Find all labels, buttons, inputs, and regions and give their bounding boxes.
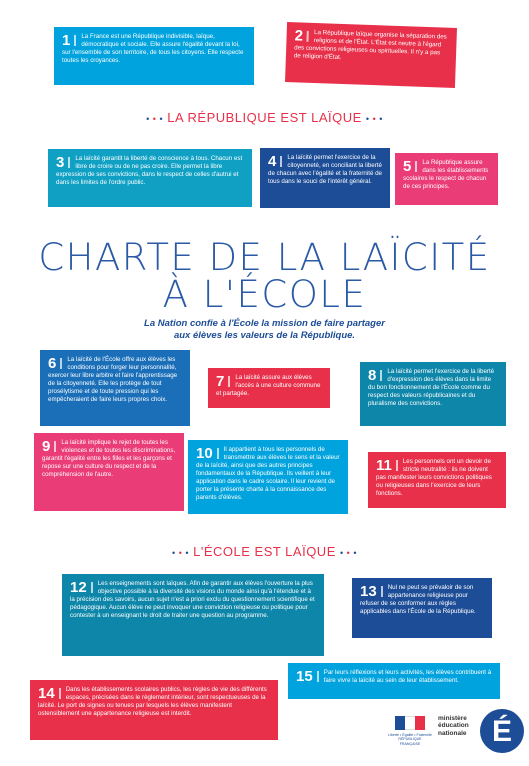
article-text: La laïcité permet l'exercice de la liberté d'expression des élèves dans la limite du bon fonctionnement de l'École comme du respect des valeurs républicaines et du pluralisme des convictions.	[368, 368, 495, 407]
article-11	[368, 452, 506, 508]
article-text: La République laïque organise la séparation des religions et de l'État. L'État est neutre à l'égard des convictions religieuses ou spirituelles. Il n'y a pas de religion d'État.	[293, 29, 447, 61]
article-number: 6	[48, 355, 57, 372]
number-divider	[228, 376, 230, 387]
page-title-line2: À L'ÉCOLE	[162, 273, 367, 316]
section-heading-ecole	[0, 544, 529, 559]
article-number: 4	[268, 153, 277, 170]
article-3	[48, 149, 252, 207]
article-13	[352, 578, 492, 638]
number-divider	[380, 370, 382, 381]
article-4	[260, 148, 390, 208]
article-9	[34, 433, 184, 511]
page-subtitle	[0, 318, 529, 343]
subtitle-line1: La Nation confie à l'École la mission de faire partager	[144, 318, 385, 329]
number-divider	[59, 688, 61, 699]
heading-dots-right: • • •	[340, 548, 357, 558]
number-divider	[217, 448, 219, 459]
logo-line-1: ministère	[438, 715, 467, 722]
article-5	[395, 153, 498, 205]
article-number: 1	[62, 32, 71, 49]
article-number: 13	[360, 583, 377, 600]
number-divider	[396, 460, 398, 471]
article-10	[188, 440, 348, 514]
number-divider	[60, 358, 62, 369]
article-text: Il appartient à tous les personnels de transmettre aux élèves le sens et la valeur de la laïcité, ainsi que des autres principes fondamentaux de la République. Ils veillent à leur application dans le cadre scolaire. Il leur revient de porter la présente charte à la connaissance des parents d'élèves.	[196, 446, 340, 501]
article-7	[208, 368, 330, 408]
article-1	[54, 27, 254, 85]
article-15	[288, 663, 500, 699]
marianne-logo	[388, 716, 432, 756]
article-number: 12	[70, 579, 87, 596]
number-divider	[317, 671, 319, 682]
logo-letter: É	[491, 715, 512, 748]
article-14	[30, 680, 278, 740]
ministere-logo	[436, 707, 526, 761]
number-divider	[381, 586, 383, 597]
republique-francaise-text: Liberté • Égalité • Fraternité RÉPUBLIQUE FRANÇAISE	[388, 733, 432, 746]
article-number: 9	[42, 438, 51, 455]
tricolor-flag-icon	[395, 716, 425, 730]
article-text: La laïcité garantit la liberté de conscience à tous. Chacun est libre de croire ou de ne pas croire. Elle permet la libre expression de ses convictions, dans le respect de celles d'autrui et dans les limites de l'ordre public.	[56, 155, 243, 186]
article-text: La laïcité assure aux élèves l'accès à une culture commune et partagée.	[216, 374, 321, 397]
section-title: LA RÉPUBLIQUE EST LAÏQUE	[167, 110, 362, 125]
number-divider	[307, 31, 309, 42]
number-divider	[91, 582, 93, 593]
article-2	[285, 22, 457, 88]
article-text: Nul ne peut se prévaloir de son appartenance religieuse pour refuser de se conformer aux règles applicables dans l'École de la République.	[360, 584, 476, 615]
article-number: 7	[216, 373, 225, 390]
heading-dots-left: • • •	[172, 548, 189, 558]
article-8	[360, 362, 506, 426]
ministere-text	[438, 715, 469, 737]
article-12	[62, 574, 324, 656]
number-divider	[280, 156, 282, 167]
section-heading-republique	[0, 110, 529, 125]
subtitle-line2: aux élèves les valeurs de la République.	[173, 330, 356, 342]
logo-line-3: nationale	[438, 729, 467, 737]
article-number: 14	[38, 685, 55, 702]
number-divider	[54, 441, 56, 452]
article-text: La France est une République indivisible, laïque, démocratique et sociale. Elle assure l'égalité devant la loi, sur l'ensemble de son territoire, de tous les citoyens. Elle respecte toutes les croyances.	[62, 33, 244, 64]
article-text: Les personnels ont un devoir de stricte neutralité : ils ne doivent pas manifester leurs convictions politiques ou religieuses dans l'exercice de leurs fonctions.	[376, 458, 492, 497]
article-number: 3	[56, 154, 65, 171]
heading-dots-left: • • •	[146, 114, 164, 124]
e-circle-icon	[480, 709, 524, 753]
article-number: 8	[368, 367, 377, 384]
section-title: L'ÉCOLE EST LAÏQUE	[193, 544, 336, 559]
number-divider	[415, 161, 417, 172]
number-divider	[68, 157, 70, 168]
article-text: La laïcité permet l'exercice de la citoyenneté, en conciliant la liberté de chacun avec l'égalité et la fraternité de tous dans le souci de l'intérêt général.	[268, 154, 383, 185]
article-text: La laïcité implique le rejet de toutes les violences et de toutes les discriminations, garantit l'égalité entre les filles et les garçons et repose sur une culture du respect et de la compréhension de l'autre.	[42, 439, 176, 478]
article-number: 5	[403, 158, 412, 175]
article-number: 2	[294, 27, 304, 45]
article-text: Par leurs réflexions et leurs activités, les élèves contribuent à faire vivre la laïcité au sein de leur établissement.	[323, 669, 492, 684]
article-number: 11	[376, 457, 392, 474]
article-number: 10	[196, 445, 213, 462]
article-text: La laïcité de l'École offre aux élèves les conditions pour forger leur personnalité, exercer leur libre arbitre et faire l'apprentissage de la citoyenneté. Elle les protège de tout prosélytisme et de toute pression qui les empêcheraient de faire leurs propres choix.	[48, 356, 178, 403]
article-6	[40, 350, 190, 426]
article-text: Dans les établissements scolaires publics, les règles de vie des différents espaces, précisées dans le règlement intérieur, sont respectueuses de la laïcité. Le port de signes ou tenues par lesquels les élèves manifestent ostensiblement une appartenance religieuse est interdit.	[38, 686, 267, 717]
article-text: La République assure dans les établissements scolaires le respect de chacun de ces principes.	[403, 159, 489, 190]
heading-dots-right: • • •	[365, 114, 383, 124]
number-divider	[74, 35, 76, 46]
page-title-line1: CHARTE DE LA LAÏCITÉ	[38, 236, 491, 279]
article-text: Les enseignements sont laïques. Afin de garantir aux élèves l'ouverture la plus objective possible à la diversité des visions du monde ainsi qu'à l'étendue et à la précision des savoirs, aucun sujet n'est a priori exclu du questionnement scientifique et pédagogique. Aucun élève ne peut invoquer une conviction religieuse ou politique pour contester à un enseignant le droit de traiter une question au programme.	[70, 580, 315, 619]
article-number: 15	[296, 668, 313, 685]
logo-line-2: éducation	[438, 722, 469, 730]
